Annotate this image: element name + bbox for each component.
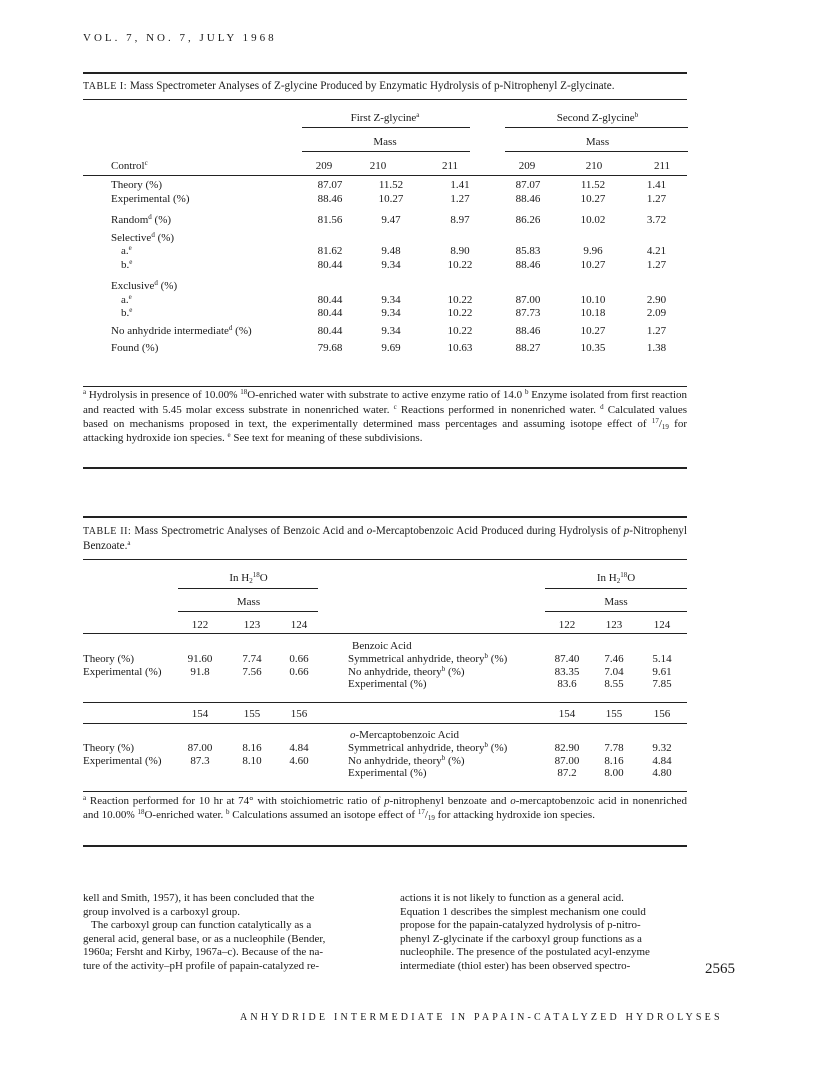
table1-row	[83, 245, 687, 259]
table1-row-label: Random$^d$ (%)	[111, 213, 172, 226]
table1-cell: 2.09	[646, 307, 667, 319]
table1-row-label: Theory (%)	[111, 179, 163, 191]
table1-cell: 9.34	[381, 258, 401, 271]
table1-cell: 10.27	[580, 258, 606, 271]
table1-row	[83, 214, 687, 228]
table1-row	[83, 179, 687, 193]
table1-row-label: Exclusive$^d$ (%)	[111, 279, 178, 292]
table1-cell	[358, 232, 424, 246]
table1-cell: 1.27	[450, 192, 470, 205]
table1-row-label: Experimental (%)	[111, 192, 190, 205]
table1-row	[83, 294, 687, 308]
table1-cell: 3.72	[646, 214, 667, 226]
table2-left-mass-rule	[178, 611, 318, 612]
table2-section-mercapto: o-Mercaptobenzoic Acid	[350, 729, 460, 741]
table1-cell: 10.18	[580, 307, 606, 319]
table1-cell: 10.22	[447, 293, 473, 306]
table2-cell: 87.00	[554, 754, 580, 767]
body-text-line: group involved is a carboxyl group.	[83, 905, 241, 918]
table1-cell: 9.34	[381, 293, 401, 306]
table2-m124-left: 124	[290, 619, 308, 631]
table1-mass-label-2: Mass	[585, 136, 610, 148]
table1-cell: 8.97	[450, 214, 470, 226]
table2-right-mass: Mass	[604, 596, 628, 608]
table1-row-label: b.$^e$	[121, 306, 133, 319]
table1-cell: 9.48	[381, 245, 401, 257]
table1-row	[83, 307, 687, 321]
table2-row-label: No anhydride, theory$^b$ (%)	[348, 664, 465, 678]
table2-cell: 82.90	[554, 742, 580, 754]
body-text-line: actions it is not likely to function as a general acid.	[400, 892, 624, 904]
body-text-line: propose for the papain-catalyzed hydrolysis of p-nitro-	[400, 919, 641, 932]
table1-top-rule	[83, 72, 687, 74]
table1-row-label: a.$^e$	[121, 292, 132, 306]
table2-row-label: Symmetrical anhydride, theory$^b$ (%)	[348, 741, 508, 754]
table1-cell: 1.27	[646, 258, 667, 271]
table1-cell: 88.46	[515, 324, 541, 337]
table1-cell: 9.34	[381, 324, 401, 337]
table2-cell: 7.04	[604, 665, 624, 678]
table2-left-group-rule	[178, 588, 318, 589]
table1-cell: 1.41	[450, 179, 470, 191]
table2-m155-left: 155	[243, 708, 261, 720]
body-text-line: kell and Smith, 1957), it has been concluded that the	[83, 892, 315, 904]
table2-cell: 83.6	[557, 678, 577, 690]
table1-control-label: Control$^c$	[111, 159, 148, 172]
table1-cell: 10.27	[378, 192, 404, 205]
table1-cell: 1.41	[646, 179, 667, 191]
table2-cell: 8.10	[242, 754, 262, 767]
table2-m155-right: 155	[605, 708, 623, 720]
table2-end-rule	[83, 845, 687, 847]
table2-top-rule	[83, 516, 687, 518]
table1-group2-rule	[505, 127, 688, 128]
table2-cell: 87.40	[554, 653, 580, 665]
table1-header-rule	[83, 175, 687, 176]
table2-m123-left: 123	[243, 619, 261, 631]
table1-cell	[626, 280, 687, 294]
table1-cell: 10.27	[580, 192, 606, 205]
table2-row-label: Theory (%)	[83, 653, 135, 665]
table1-cell: 80.44	[317, 293, 343, 306]
table1-cell: 88.46	[515, 258, 541, 271]
table1-cell: 11.52	[378, 179, 404, 191]
table2-caption: TABLE II: Mass Spectrometric Analyses of Benzoic Acid and o-Mercaptobenzoic Acid Produced during Hydrolysis of p-Nitrophenyl Benzoate.$^a$	[83, 525, 687, 552]
table1-cell: 10.22	[447, 258, 473, 271]
table2-row-label: Experimental (%)	[348, 767, 427, 779]
table1-cell: 11.52	[580, 179, 606, 191]
table1-row	[83, 325, 687, 339]
table2-cell: 7.56	[242, 665, 262, 678]
table2-right-mass-rule	[545, 611, 687, 612]
table1-cell	[424, 232, 496, 246]
table1-cell: 10.10	[580, 293, 606, 306]
table1-cell: 9.34	[381, 307, 401, 319]
table2-m122-right: 122	[558, 619, 576, 631]
table1-mass-211a: 211	[441, 160, 459, 172]
table1-cell	[358, 280, 424, 294]
table1-cell: 10.22	[447, 307, 473, 319]
table1-cell: 1.27	[646, 324, 667, 337]
table1-row-label: No anhydride intermediate$^d$ (%)	[111, 323, 252, 337]
table2-m156-right: 156	[653, 708, 671, 720]
table2-cell: 87.2	[557, 767, 577, 779]
table1-cell: 1.38	[646, 342, 667, 354]
running-footer: ANHYDRIDE INTERMEDIATE IN PAPAIN-CATALYZED HYDROLYSES	[240, 1012, 723, 1023]
table2-row-label: Experimental (%)	[83, 754, 162, 767]
table2-cell: 8.16	[604, 754, 624, 767]
table1-cell: 8.90	[450, 245, 470, 257]
table2-section-benzoic: Benzoic Acid	[352, 640, 412, 652]
table1-cell	[302, 232, 358, 246]
table1-caption-text: Mass Spectrometer Analyses of Z-glycine Produced by Enzymatic Hydrolysis of p-Nitrophenyl Z-glycinate.	[127, 80, 615, 92]
table2-caption-rule	[83, 559, 687, 560]
table1-row	[83, 280, 687, 294]
table2-cell: 91.8	[190, 665, 210, 678]
table1-row-label: b.$^e$	[121, 257, 133, 271]
table1-cell	[496, 232, 560, 246]
body-text-line: nucleophile. The presence of the postulated acyl-enzyme	[400, 946, 650, 959]
table1-row-label: a.$^e$	[121, 244, 132, 257]
table2-row-label: Symmetrical anhydride, theory$^b$ (%)	[348, 652, 508, 665]
table2-right-group-rule	[545, 588, 687, 589]
table1-cell: 87.73	[515, 307, 541, 319]
table2-m123-right: 123	[605, 619, 623, 631]
table1-cell: 88.27	[515, 342, 541, 354]
table1-cell: 87.07	[317, 179, 343, 191]
table1-cell: 10.22	[447, 324, 473, 337]
table1-group2-header: Second Z-glycine$^b$	[556, 111, 639, 124]
table1-mass-210b: 210	[585, 160, 603, 172]
body-text-line: intermediate (thiol ester) has been observed spectro-	[400, 959, 631, 972]
table2-cell: 5.14	[652, 653, 672, 665]
table1-caption	[83, 79, 693, 94]
table2-m154-right: 154	[558, 708, 576, 720]
table2-m156-left: 156	[290, 708, 308, 720]
table1-mass-211b: 211	[653, 160, 671, 172]
table1-cell	[302, 280, 358, 294]
table1-cell: 79.68	[317, 342, 343, 354]
table2-m124-right: 124	[653, 619, 671, 631]
table2-header-rule	[83, 633, 687, 634]
table2-left-mass: Mass	[236, 596, 261, 608]
table2-cell: 7.85	[652, 678, 672, 690]
table1-bottom-rule	[83, 386, 687, 387]
table1-cell: 80.44	[317, 324, 343, 337]
page-number: 2565	[705, 961, 735, 977]
table2-cell: 87.3	[190, 754, 210, 767]
table1-cell	[496, 280, 560, 294]
table1-cell: 87.00	[515, 293, 541, 306]
running-head: VOL. 7, NO. 7, JULY 1968	[83, 32, 277, 44]
table2-cell: 7.74	[242, 653, 262, 665]
table1-caption-rule	[83, 99, 687, 100]
body-text-line: ture of the activity–pH profile of papain-catalyzed re-	[83, 959, 320, 972]
table1-cell: 9.47	[381, 214, 401, 226]
table1-footnote: $^a$ Hydrolysis in presence of 10.00% $^{18}$O-enriched water with substrate to active enzyme ratio of 14.0 $^b$ Enzyme isolated from first reaction and reacted with 5.45 molar excess substrate in nonenriched water. $^c$ Reactions performed in nonenriched water. $^d$ Calculated values based on mechanisms proposed in text, the experimentally determined mass percentages and assuming isotope effect of $^{17}/_{19}$ for attacking hydroxide ion species. $^e$ See text for meaning of these subdivisions.	[83, 388, 688, 444]
table1-mass-209a: 209	[315, 160, 333, 172]
body-right-column	[400, 892, 687, 974]
table1-cell: 80.44	[317, 258, 343, 271]
table2-cell: 7.78	[604, 742, 624, 754]
table1-cell: 10.63	[447, 342, 473, 354]
table1-row	[83, 193, 687, 207]
table1-mass-209b: 209	[518, 160, 536, 172]
table1-label: TABLE I:	[83, 81, 128, 92]
table2-row-label: Experimental (%)	[348, 678, 427, 690]
table1-row	[83, 232, 687, 246]
table1-cell: 86.26	[515, 214, 541, 226]
table2-cell: 9.61	[652, 665, 672, 678]
table1-cell: 9.96	[583, 245, 603, 257]
table2-cell: 4.84	[289, 742, 309, 754]
table1-cell: 4.21	[646, 245, 667, 257]
table1-row	[83, 259, 687, 273]
table1-cell: 85.83	[515, 245, 541, 257]
table2-row-label: Experimental (%)	[83, 665, 162, 678]
table2-cell: 8.16	[242, 742, 262, 754]
table2-mid-rule-top	[83, 702, 687, 703]
table2-label: TABLE II:	[83, 526, 132, 537]
table2-cell: 4.60	[289, 754, 309, 767]
table1-row-label: Found (%)	[111, 342, 159, 354]
table2-cell: 8.55	[604, 678, 624, 690]
table1-cell	[424, 280, 496, 294]
table2-m154-left: 154	[191, 708, 209, 720]
table1-cell: 9.69	[381, 342, 401, 354]
table2-cell: 4.84	[652, 754, 672, 767]
table1-mass-210a: 210	[369, 160, 387, 172]
table1-mass-rule-2	[505, 151, 688, 152]
table2-bottom-rule	[83, 791, 687, 792]
table2-left-group: In $H_2^{18}O$	[229, 571, 268, 585]
table1-end-rule	[83, 467, 687, 469]
table1-cell: 10.02	[580, 214, 606, 226]
table1-cell: 88.46	[317, 192, 343, 205]
table1-mass-rule-1	[302, 151, 470, 152]
table1-row	[83, 342, 687, 356]
table1-row-label: Selective$^d$ (%)	[111, 230, 175, 244]
body-text-line: 1960a; Fersht and Kirby, 1967a–c). Because of the na-	[83, 946, 323, 959]
table2-cell: 8.00	[604, 767, 624, 779]
table2-cell: 87.00	[187, 742, 213, 754]
table1-cell: 10.35	[580, 342, 606, 354]
table2-cell: 0.66	[289, 653, 309, 665]
table2-cell: 9.32	[652, 742, 672, 754]
table1-group1-rule	[302, 127, 470, 128]
table1-cell	[560, 232, 626, 246]
table1-cell	[560, 280, 626, 294]
table1-cell: 81.62	[317, 245, 343, 257]
body-text-line: Equation 1 describes the simplest mechanism one could	[400, 905, 646, 918]
table1-cell	[626, 232, 687, 246]
table2-row-label: No anhydride, theory$^b$ (%)	[348, 753, 465, 767]
body-left-column	[83, 892, 370, 974]
table1-cell: 80.44	[317, 307, 343, 319]
table1-cell: 1.27	[646, 192, 667, 205]
table1-body	[83, 179, 687, 356]
table2-cell: 83.35	[554, 665, 580, 678]
table1-cell: 81.56	[317, 214, 343, 226]
table2-right-group: In $H_2^{18}O$	[596, 571, 636, 585]
table1-mass-label-1: Mass	[373, 136, 397, 148]
table1-group1-header: First Z-glycine$^a$	[350, 111, 420, 124]
body-text-line: phenyl Z-glycinate if the carboxyl group functions as a	[400, 932, 642, 945]
table2-row-label: Theory (%)	[83, 742, 135, 754]
table2-cell: 4.80	[652, 767, 672, 779]
body-text-line: The carboxyl group can function catalytically as a	[91, 919, 312, 932]
table1-cell: 87.07	[515, 179, 541, 191]
body-text-line: general acid, general base, or as a nucleophile (Bender,	[83, 932, 326, 945]
table2-cell: 91.60	[187, 653, 213, 665]
table1-cell: 2.90	[646, 293, 667, 306]
table1-cell: 88.46	[515, 192, 541, 205]
table2-cell: 7.46	[604, 653, 624, 665]
table1-cell: 10.27	[580, 324, 606, 337]
table2-footnote: $^a$ Reaction performed for 10 hr at 74° with stoichiometric ratio of p-nitrophenyl benzoate and o-mercaptobenzoic acid in nonenriched and 10.00% $^{18}$O-enriched water. $^b$ Calculations assumed an isotope effect of $^{17}/_{19}$ for attacking hydroxide ion species.	[83, 794, 687, 822]
table2-mid-rule-bottom	[83, 723, 687, 724]
table2-m122-left: 122	[191, 619, 209, 631]
table2-cell: 0.66	[289, 665, 309, 678]
